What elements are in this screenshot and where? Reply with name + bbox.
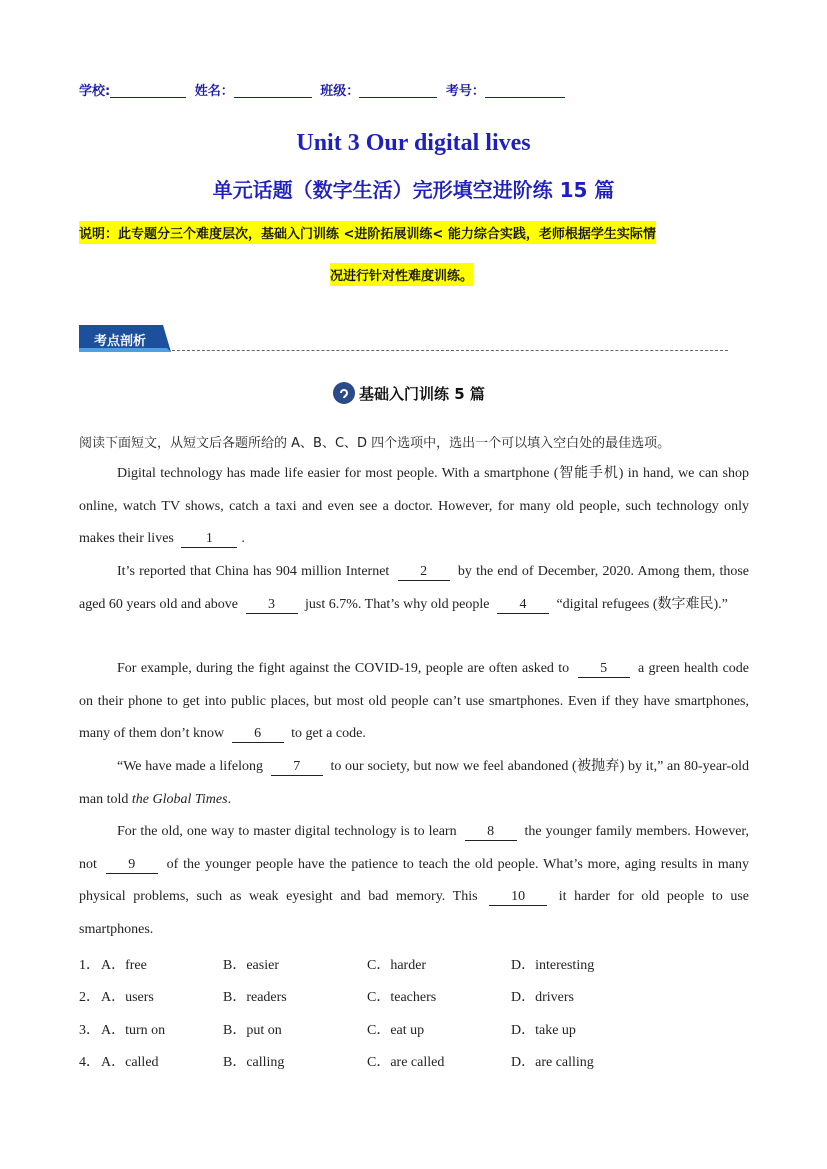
blank-5[interactable]: 5 [578, 661, 630, 678]
passage-text: For the old, one way to master digital technology is to learn [117, 824, 457, 839]
passage-text: to our society, but now we feel abandoned (被抛弃) by it,” an 80-year-old man told [79, 759, 749, 807]
passage-text: a green health code on their phone to get into public places, but most old people can’t use smartphones. Even if they have smartphones, many of them don’t know [79, 661, 750, 741]
passage-text: . [227, 791, 232, 807]
section-tag-label: 考点剖析 [94, 334, 147, 349]
page-subtitle: 单元话题（数字生活）完形填空进阶练 15 篇 [212, 178, 615, 202]
note-line-1: 说明：此专题分三个难度层次，基础入门训练 <进阶拓展训练< 能力综合实践，老师根据学生实际情 [79, 221, 656, 244]
blank-1[interactable]: 1 [181, 531, 237, 548]
passage-paragraph-5 [79, 816, 749, 946]
note-line-2: 况进行针对性难度训练。 [330, 263, 473, 286]
passage-paragraph-2 [79, 556, 749, 621]
passage-text: For example, during the fight against the COVID-19, people are often asked to [117, 661, 570, 676]
class-field[interactable] [359, 83, 437, 98]
passage-text: the younger family members. However, not [79, 824, 750, 872]
student-info-line [79, 80, 565, 99]
blank-9[interactable]: 9 [106, 857, 158, 874]
option-a[interactable]: A．turn on [101, 1023, 166, 1038]
page-title: Unit 3 Our digital lives [296, 130, 531, 156]
school-field[interactable] [110, 83, 186, 98]
option-d[interactable]: D．drivers [511, 990, 574, 1005]
instructions: 阅读下面短文，从短文后各题所给的 A、B、C、D 四个选项中，选出一个可以填入空白处的最佳选项。 [79, 436, 671, 451]
passage-text: by the end of December, 2020. Among them, those aged 60 years old and above [79, 564, 750, 612]
option-b[interactable]: B．readers [223, 990, 287, 1005]
name-field[interactable] [234, 83, 312, 98]
passage-text: to get a code. [291, 726, 366, 741]
question-number: 2． [79, 990, 100, 1005]
passage-paragraph-3 [79, 653, 749, 751]
exam-no-field[interactable] [485, 83, 565, 98]
passage-text: It’s reported that China has 904 million Internet [117, 564, 390, 579]
exam-no-label: 考号： [445, 84, 485, 99]
dashed-divider [172, 350, 728, 351]
passage-text: . [241, 531, 245, 546]
blank-10[interactable]: 10 [489, 889, 547, 906]
blank-2[interactable]: 2 [398, 564, 450, 581]
passage-text: “We have made a lifelong [117, 759, 263, 774]
option-b[interactable]: B．easier [223, 958, 279, 973]
section-title: 基础入门训练 5 篇 [359, 385, 485, 403]
publication-name: the Global Times [131, 791, 228, 807]
name-label: 姓名： [194, 84, 234, 99]
question-number: 1． [79, 958, 100, 973]
option-a[interactable]: A．users [101, 990, 154, 1005]
passage-text: of the younger people have the patience to teach the old people. What’s more, aging results in many physical problems, such as weak eyesight and bad memory. This [79, 856, 750, 904]
option-b[interactable]: B．calling [223, 1055, 285, 1070]
passage-text: it harder for old people to use smartphones. [79, 889, 749, 937]
blank-3[interactable]: 3 [246, 597, 298, 614]
question-number: 3． [79, 1023, 100, 1038]
passage-paragraph-1 [79, 458, 749, 556]
option-c[interactable]: C．are called [367, 1055, 445, 1070]
question-number: 4． [79, 1055, 100, 1070]
school-label: 学校: [79, 84, 111, 99]
blank-4[interactable]: 4 [497, 597, 549, 614]
option-b[interactable]: B．put on [223, 1023, 282, 1038]
option-c[interactable]: C．eat up [367, 1023, 425, 1038]
passage-text: Digital technology has made life easier for most people. With a smartphone (智能手机) in hand, we can shop online, watch TV shows, catch a taxi and even see a doctor. However, for many old people, such technology only makes their lives [79, 466, 749, 546]
option-c[interactable]: C．harder [367, 958, 427, 973]
blank-8[interactable]: 8 [465, 824, 517, 841]
option-a[interactable]: A．free [101, 958, 147, 973]
option-d[interactable]: D．interesting [511, 958, 595, 973]
option-d[interactable]: D．are calling [511, 1055, 594, 1070]
passage-paragraph-4 [79, 751, 749, 816]
passage-text: just 6.7%. That’s why old people [305, 596, 490, 612]
option-c[interactable]: C．teachers [367, 990, 437, 1005]
passage-text: “digital refugees (数字难民).” [556, 596, 728, 612]
blank-7[interactable]: 7 [271, 759, 323, 776]
class-label: 班级： [320, 84, 360, 99]
section-bullet-icon [333, 382, 355, 404]
blank-6[interactable]: 6 [232, 726, 284, 743]
option-d[interactable]: D．take up [511, 1023, 576, 1038]
option-a[interactable]: A．called [101, 1055, 159, 1070]
